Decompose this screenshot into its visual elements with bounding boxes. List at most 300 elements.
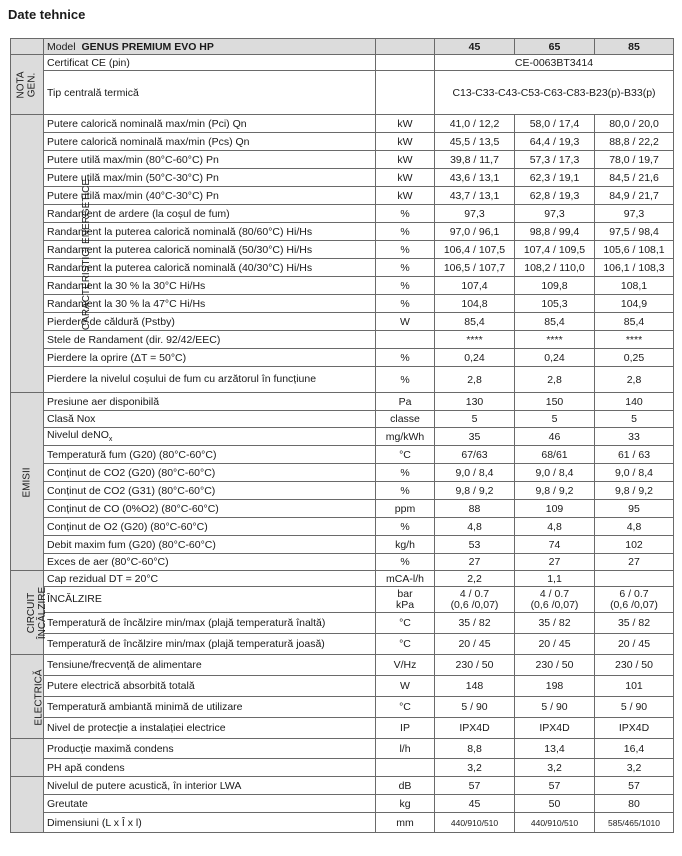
header-unit-cell bbox=[376, 39, 435, 55]
spec-label bbox=[44, 759, 376, 777]
spec-value: 62,8 / 19,3 bbox=[515, 187, 595, 205]
spec-row bbox=[11, 655, 674, 676]
spec-value: 27 bbox=[515, 554, 595, 571]
section-label: EMISII bbox=[21, 466, 33, 498]
spec-value: 105,3 bbox=[515, 295, 595, 313]
spec-unit bbox=[376, 71, 435, 115]
spec-value: **** bbox=[435, 331, 515, 349]
spec-value: 20 / 45 bbox=[595, 634, 674, 655]
spec-label-text: PH apă condens bbox=[47, 761, 125, 774]
spec-value: 27 bbox=[435, 554, 515, 571]
spec-label bbox=[44, 241, 376, 259]
spec-label bbox=[44, 571, 376, 587]
spec-value-merged: C13-C33-C43-C53-C63-C83-B23(p)-B33(p) bbox=[435, 71, 674, 115]
spec-row bbox=[11, 500, 674, 518]
spec-row bbox=[11, 446, 674, 464]
spec-value: IPX4D bbox=[435, 718, 515, 739]
spec-row bbox=[11, 313, 674, 331]
spec-value: 43,6 / 13,1 bbox=[435, 169, 515, 187]
section-label-cell bbox=[11, 739, 44, 777]
model-45-header: 45 bbox=[435, 39, 515, 55]
spec-value: 85,4 bbox=[595, 313, 674, 331]
spec-row bbox=[11, 518, 674, 536]
spec-value: 0,25 bbox=[595, 349, 674, 367]
spec-row bbox=[11, 536, 674, 554]
spec-value: 148 bbox=[435, 676, 515, 697]
spec-value: 35 / 82 bbox=[595, 613, 674, 634]
section-label: CIRCUIT ÎNCĂLZIRE bbox=[26, 586, 49, 639]
spec-value: 140 bbox=[595, 393, 674, 411]
model-65-header: 65 bbox=[515, 39, 595, 55]
spec-value: 33 bbox=[595, 428, 674, 446]
spec-label-text: Conținut de O2 (G20) (80°C-60°C) bbox=[47, 520, 208, 533]
spec-unit: °C bbox=[376, 634, 435, 655]
spec-label-text: Producție maximă condens bbox=[47, 742, 174, 755]
spec-value: 57 bbox=[435, 777, 515, 795]
spec-value: 8,8 bbox=[435, 739, 515, 759]
spec-label bbox=[44, 464, 376, 482]
spec-label bbox=[44, 349, 376, 367]
spec-value: 85,4 bbox=[515, 313, 595, 331]
spec-value: 106,5 / 107,7 bbox=[435, 259, 515, 277]
section-label-cell bbox=[11, 393, 44, 571]
spec-label bbox=[44, 587, 376, 613]
spec-value: 9,8 / 9,2 bbox=[515, 482, 595, 500]
spec-value: 61 / 63 bbox=[595, 446, 674, 464]
spec-value: 108,1 bbox=[595, 277, 674, 295]
spec-value: 64,4 / 19,3 bbox=[515, 133, 595, 151]
spec-row bbox=[11, 71, 674, 115]
spec-label-text: Temperatură ambiantă minimă de utilizare bbox=[47, 701, 243, 713]
model-name: GENUS PREMIUM EVO HP bbox=[81, 40, 214, 53]
spec-row bbox=[11, 795, 674, 813]
spec-label-text: Conținut de CO (0%O2) (80°C-60°C) bbox=[47, 502, 219, 515]
spec-label bbox=[44, 277, 376, 295]
spec-value: 95 bbox=[595, 500, 674, 518]
spec-unit: ppm bbox=[376, 500, 435, 518]
spec-unit: mg/kWh bbox=[376, 428, 435, 446]
spec-value: 97,0 / 96,1 bbox=[435, 223, 515, 241]
spec-label bbox=[44, 500, 376, 518]
spec-label-text: Debit maxim fum (G20) (80°C-60°C) bbox=[47, 538, 216, 551]
spec-label bbox=[44, 313, 376, 331]
spec-value bbox=[595, 571, 674, 587]
spec-label-text: Putere utilă max/min (50°C-30°C) Pn bbox=[47, 171, 219, 184]
spec-value: 13,4 bbox=[515, 739, 595, 759]
spec-label-text: Randament la 30 % la 30°C Hi/Hs bbox=[47, 279, 206, 292]
spec-value: 97,3 bbox=[515, 205, 595, 223]
spec-label-text: Stele de Randament (dir. 92/42/EEC) bbox=[47, 333, 221, 346]
spec-value: 27 bbox=[595, 554, 674, 571]
spec-value: 104,9 bbox=[595, 295, 674, 313]
spec-label-text: Exces de aer (80°C-60°C) bbox=[47, 556, 169, 568]
spec-row bbox=[11, 295, 674, 313]
spec-unit: mm bbox=[376, 813, 435, 833]
spec-value: 58,0 / 17,4 bbox=[515, 115, 595, 133]
spec-row bbox=[11, 718, 674, 739]
spec-unit: W bbox=[376, 676, 435, 697]
spec-value: 5 bbox=[515, 411, 595, 428]
spec-label-text: Certificat CE (pin) bbox=[47, 56, 130, 69]
spec-label bbox=[44, 634, 376, 655]
spec-label bbox=[44, 428, 376, 446]
spec-value: 106,4 / 107,5 bbox=[435, 241, 515, 259]
spec-value: **** bbox=[595, 331, 674, 349]
spec-label bbox=[44, 151, 376, 169]
spec-row bbox=[11, 259, 674, 277]
spec-value: 45 bbox=[435, 795, 515, 813]
spec-label bbox=[44, 697, 376, 718]
spec-unit: % bbox=[376, 367, 435, 393]
section-label-cell bbox=[11, 777, 44, 833]
spec-value: 9,0 / 8,4 bbox=[595, 464, 674, 482]
spec-value: 78,0 / 19,7 bbox=[595, 151, 674, 169]
spec-value: 53 bbox=[435, 536, 515, 554]
spec-row bbox=[11, 55, 674, 71]
spec-unit: % bbox=[376, 241, 435, 259]
spec-value: 130 bbox=[435, 393, 515, 411]
specs-table-body bbox=[11, 39, 674, 833]
spec-value: 97,5 / 98,4 bbox=[595, 223, 674, 241]
spec-row bbox=[11, 697, 674, 718]
spec-unit: % bbox=[376, 482, 435, 500]
spec-label bbox=[44, 813, 376, 833]
spec-label-text: ÎNCĂLZIRE bbox=[47, 593, 102, 605]
spec-value: 230 / 50 bbox=[595, 655, 674, 676]
section-label-cell bbox=[11, 115, 93, 393]
spec-value: 107,4 bbox=[435, 277, 515, 295]
spec-label-text: Randament la puterea calorică nominală (40/30°C) Hi/Hs bbox=[47, 261, 313, 274]
model-label: Model bbox=[47, 40, 76, 53]
spec-value: 80,0 / 20,0 bbox=[595, 115, 674, 133]
spec-label-text: Tip centrală termică bbox=[47, 86, 139, 99]
spec-unit: % bbox=[376, 205, 435, 223]
spec-value: 2,8 bbox=[595, 367, 674, 393]
spec-label-text: Putere utilă max/min (80°C-60°C) Pn bbox=[47, 153, 219, 166]
spec-unit: % bbox=[376, 259, 435, 277]
spec-value: 39,8 / 11,7 bbox=[435, 151, 515, 169]
spec-label-text: Greutate bbox=[47, 797, 88, 810]
spec-value: 5 / 90 bbox=[595, 697, 674, 718]
spec-value: 20 / 45 bbox=[515, 634, 595, 655]
spec-value: 88,8 / 22,2 bbox=[595, 133, 674, 151]
spec-label bbox=[44, 71, 376, 115]
spec-row bbox=[11, 151, 674, 169]
spec-value: 45,5 / 13,5 bbox=[435, 133, 515, 151]
spec-value: 9,8 / 9,2 bbox=[595, 482, 674, 500]
spec-unit: % bbox=[376, 223, 435, 241]
spec-value: 35 bbox=[435, 428, 515, 446]
spec-value: 62,3 / 19,1 bbox=[515, 169, 595, 187]
spec-value: 9,8 / 9,2 bbox=[435, 482, 515, 500]
spec-value: 41,0 / 12,2 bbox=[435, 115, 515, 133]
spec-unit: kW bbox=[376, 169, 435, 187]
spec-label-text: Conținut de CO2 (G20) (80°C-60°C) bbox=[47, 466, 216, 479]
spec-label-text: Pierdere la oprire (ΔT = 50°C) bbox=[47, 351, 187, 364]
header-corner bbox=[11, 39, 44, 55]
spec-label-text: Temperatură de încălzire min/max (plajă temperatură joasă) bbox=[47, 638, 325, 650]
spec-unit: % bbox=[376, 518, 435, 536]
spec-value: 67/63 bbox=[435, 446, 515, 464]
spec-value: 109,8 bbox=[515, 277, 595, 295]
spec-label-text: Putere utilă max/min (40°C-30°C) Pn bbox=[47, 189, 219, 202]
spec-row bbox=[11, 464, 674, 482]
spec-unit: dB bbox=[376, 777, 435, 795]
spec-row bbox=[11, 349, 674, 367]
spec-label bbox=[44, 55, 376, 71]
spec-label-text: Pierdere de căldură (Pstby) bbox=[47, 315, 175, 328]
spec-unit bbox=[376, 331, 435, 349]
spec-row bbox=[11, 587, 674, 613]
model-cell bbox=[44, 39, 376, 55]
spec-value: 74 bbox=[515, 536, 595, 554]
spec-value: 16,4 bbox=[595, 739, 674, 759]
spec-value: 98,8 / 99,4 bbox=[515, 223, 595, 241]
spec-unit: V/Hz bbox=[376, 655, 435, 676]
spec-value: 50 bbox=[515, 795, 595, 813]
spec-value: 5 / 90 bbox=[435, 697, 515, 718]
spec-unit: % bbox=[376, 277, 435, 295]
spec-label-text: Randament la puterea calorică nominală (50/30°C) Hi/Hs bbox=[47, 243, 313, 256]
section-label: ELECTRICĂ bbox=[33, 668, 45, 726]
spec-value: 109 bbox=[515, 500, 595, 518]
spec-value: 440/910/510 bbox=[515, 813, 595, 833]
spec-row bbox=[11, 813, 674, 833]
spec-value: 2,8 bbox=[435, 367, 515, 393]
spec-row bbox=[11, 187, 674, 205]
spec-unit: classe bbox=[376, 411, 435, 428]
spec-value: 4 / 0.7 (0,6 /0,07) bbox=[515, 587, 595, 613]
spec-label-text: Temperatură de încălzire min/max (plajă temperatură înaltă) bbox=[47, 617, 326, 629]
section-label: CARACTERISTICI ENERGETICE bbox=[81, 178, 93, 330]
spec-label bbox=[44, 133, 376, 151]
spec-value: 106,1 / 108,3 bbox=[595, 259, 674, 277]
spec-row bbox=[11, 277, 674, 295]
spec-label bbox=[44, 367, 376, 393]
spec-value: 20 / 45 bbox=[435, 634, 515, 655]
spec-label bbox=[44, 411, 376, 428]
spec-label bbox=[44, 536, 376, 554]
spec-value: 230 / 50 bbox=[435, 655, 515, 676]
spec-unit: mCA-l/h bbox=[376, 571, 435, 587]
spec-unit: kW bbox=[376, 151, 435, 169]
spec-unit: kW bbox=[376, 133, 435, 151]
spec-label bbox=[44, 169, 376, 187]
spec-value: **** bbox=[515, 331, 595, 349]
spec-label-text: Randament de ardere (la coșul de fum) bbox=[47, 207, 230, 220]
spec-value: 5 bbox=[595, 411, 674, 428]
spec-value: 84,9 / 21,7 bbox=[595, 187, 674, 205]
spec-value: 3,2 bbox=[595, 759, 674, 777]
spec-unit: kW bbox=[376, 187, 435, 205]
spec-value: 4,8 bbox=[515, 518, 595, 536]
spec-label bbox=[44, 393, 376, 411]
spec-value: 35 / 82 bbox=[515, 613, 595, 634]
spec-value: 57 bbox=[515, 777, 595, 795]
spec-value: 4,8 bbox=[595, 518, 674, 536]
section-label-cell bbox=[11, 55, 44, 115]
spec-row bbox=[11, 739, 674, 759]
spec-value: 102 bbox=[595, 536, 674, 554]
spec-value: 68/61 bbox=[515, 446, 595, 464]
spec-row bbox=[11, 554, 674, 571]
spec-value: 150 bbox=[515, 393, 595, 411]
spec-value: 101 bbox=[595, 676, 674, 697]
spec-label-text: Conținut de CO2 (G31) (80°C-60°C) bbox=[47, 484, 216, 497]
spec-unit: kg/h bbox=[376, 536, 435, 554]
spec-label-text: Temperatură fum (G20) (80°C-60°C) bbox=[47, 448, 217, 461]
spec-row bbox=[11, 205, 674, 223]
spec-label bbox=[44, 795, 376, 813]
spec-label-text: Clasă Nox bbox=[47, 413, 96, 425]
spec-row bbox=[11, 428, 674, 446]
spec-value: 2,2 bbox=[435, 571, 515, 587]
spec-unit bbox=[376, 55, 435, 71]
spec-value: 84,5 / 21,6 bbox=[595, 169, 674, 187]
spec-unit: IP bbox=[376, 718, 435, 739]
spec-value: 85,4 bbox=[435, 313, 515, 331]
spec-unit: l/h bbox=[376, 739, 435, 759]
spec-unit: kg bbox=[376, 795, 435, 813]
spec-value: 9,0 / 8,4 bbox=[435, 464, 515, 482]
spec-row bbox=[11, 241, 674, 259]
spec-value: 107,4 / 109,5 bbox=[515, 241, 595, 259]
specs-table bbox=[10, 38, 674, 833]
spec-label bbox=[44, 446, 376, 464]
spec-unit: bar kPa bbox=[376, 587, 435, 613]
spec-label bbox=[44, 655, 376, 676]
spec-value: 88 bbox=[435, 500, 515, 518]
spec-label-text: Nivel de protecție a instalației electrice bbox=[47, 722, 226, 734]
spec-value: 3,2 bbox=[435, 759, 515, 777]
spec-row bbox=[11, 777, 674, 795]
spec-label bbox=[44, 554, 376, 571]
spec-label-text: Dimensiuni (L x Î x l) bbox=[47, 816, 142, 829]
spec-label bbox=[44, 718, 376, 739]
spec-row bbox=[11, 223, 674, 241]
spec-label-text: Putere electrică absorbită totală bbox=[47, 680, 195, 692]
spec-row bbox=[11, 759, 674, 777]
spec-value: 97,3 bbox=[435, 205, 515, 223]
spec-value-merged: CE-0063BT3414 bbox=[435, 55, 674, 71]
spec-row bbox=[11, 367, 674, 393]
spec-value: 4 / 0.7 (0,6 /0,07) bbox=[435, 587, 515, 613]
spec-row bbox=[11, 482, 674, 500]
spec-unit: °C bbox=[376, 613, 435, 634]
spec-value: 585/465/1010 bbox=[595, 813, 674, 833]
spec-value: 6 / 0.7 (0,6 /0,07) bbox=[595, 587, 674, 613]
spec-value: 5 / 90 bbox=[515, 697, 595, 718]
spec-label-text: Putere calorică nominală max/min (Pci) Qn bbox=[47, 117, 247, 130]
spec-value: 43,7 / 13,1 bbox=[435, 187, 515, 205]
spec-label bbox=[44, 777, 376, 795]
spec-label-text: Tensiune/frecvență de alimentare bbox=[47, 659, 202, 671]
spec-value: 108,2 / 110,0 bbox=[515, 259, 595, 277]
spec-value: 4,8 bbox=[435, 518, 515, 536]
spec-label bbox=[44, 739, 376, 759]
spec-row bbox=[11, 169, 674, 187]
spec-label bbox=[44, 205, 376, 223]
spec-unit: °C bbox=[376, 446, 435, 464]
spec-value: 440/910/510 bbox=[435, 813, 515, 833]
spec-label bbox=[44, 676, 376, 697]
spec-value: IPX4D bbox=[515, 718, 595, 739]
spec-label bbox=[44, 259, 376, 277]
spec-label bbox=[44, 223, 376, 241]
spec-label-text: Nivelul deNO bbox=[47, 429, 109, 442]
spec-unit: kW bbox=[376, 115, 435, 133]
spec-value: 198 bbox=[515, 676, 595, 697]
spec-value: 35 / 82 bbox=[435, 613, 515, 634]
spec-value: 0,24 bbox=[435, 349, 515, 367]
spec-label-text: Presiune aer disponibilă bbox=[47, 395, 160, 408]
spec-label-subscript: x bbox=[108, 436, 113, 444]
header-row bbox=[11, 39, 674, 55]
spec-label-text: Pierdere la nivelul coșului de fum cu arzătorul în funcțiune bbox=[47, 373, 317, 385]
spec-value: 80 bbox=[595, 795, 674, 813]
spec-unit: % bbox=[376, 554, 435, 571]
spec-row bbox=[11, 393, 674, 411]
spec-value: 5 bbox=[435, 411, 515, 428]
spec-row bbox=[11, 634, 674, 655]
spec-row bbox=[11, 133, 674, 151]
spec-row bbox=[11, 676, 674, 697]
spec-unit: W bbox=[376, 313, 435, 331]
spec-unit: % bbox=[376, 349, 435, 367]
spec-value: 3,2 bbox=[515, 759, 595, 777]
spec-value: 9,0 / 8,4 bbox=[515, 464, 595, 482]
spec-value: 1,1 bbox=[515, 571, 595, 587]
spec-label bbox=[44, 482, 376, 500]
spec-value: 2,8 bbox=[515, 367, 595, 393]
spec-value: IPX4D bbox=[595, 718, 674, 739]
spec-row bbox=[11, 411, 674, 428]
spec-label bbox=[44, 613, 376, 634]
spec-label-text: Putere calorică nominală max/min (Pcs) Qn bbox=[47, 135, 250, 148]
spec-row bbox=[11, 613, 674, 634]
spec-value: 104,8 bbox=[435, 295, 515, 313]
section-label-cell bbox=[11, 655, 44, 739]
spec-unit: Pa bbox=[376, 393, 435, 411]
spec-value: 97,3 bbox=[595, 205, 674, 223]
spec-unit: % bbox=[376, 295, 435, 313]
model-85-header: 85 bbox=[595, 39, 674, 55]
spec-label bbox=[44, 331, 376, 349]
spec-label-text: Randament la 30 % la 47°C Hi/Hs bbox=[47, 297, 206, 310]
spec-label bbox=[44, 115, 376, 133]
section-label-cell bbox=[11, 571, 49, 655]
spec-label bbox=[44, 518, 376, 536]
spec-row bbox=[11, 115, 674, 133]
spec-label-text: Randament la puterea calorică nominală (80/60°C) Hi/Hs bbox=[47, 225, 313, 238]
page-title: Date tehnice bbox=[8, 7, 86, 22]
spec-unit bbox=[376, 759, 435, 777]
spec-row bbox=[11, 331, 674, 349]
spec-row bbox=[11, 571, 674, 587]
section-label: NOTA GEN. bbox=[15, 70, 38, 99]
spec-label-text: Nivelul de putere acustică, în interior LWA bbox=[47, 779, 242, 792]
spec-unit: °C bbox=[376, 697, 435, 718]
spec-value: 57,3 / 17,3 bbox=[515, 151, 595, 169]
spec-value: 105,6 / 108,1 bbox=[595, 241, 674, 259]
spec-unit: % bbox=[376, 464, 435, 482]
spec-value: 230 / 50 bbox=[515, 655, 595, 676]
spec-label bbox=[44, 295, 376, 313]
spec-label bbox=[44, 187, 376, 205]
spec-value: 57 bbox=[595, 777, 674, 795]
spec-value: 46 bbox=[515, 428, 595, 446]
spec-value: 0,24 bbox=[515, 349, 595, 367]
